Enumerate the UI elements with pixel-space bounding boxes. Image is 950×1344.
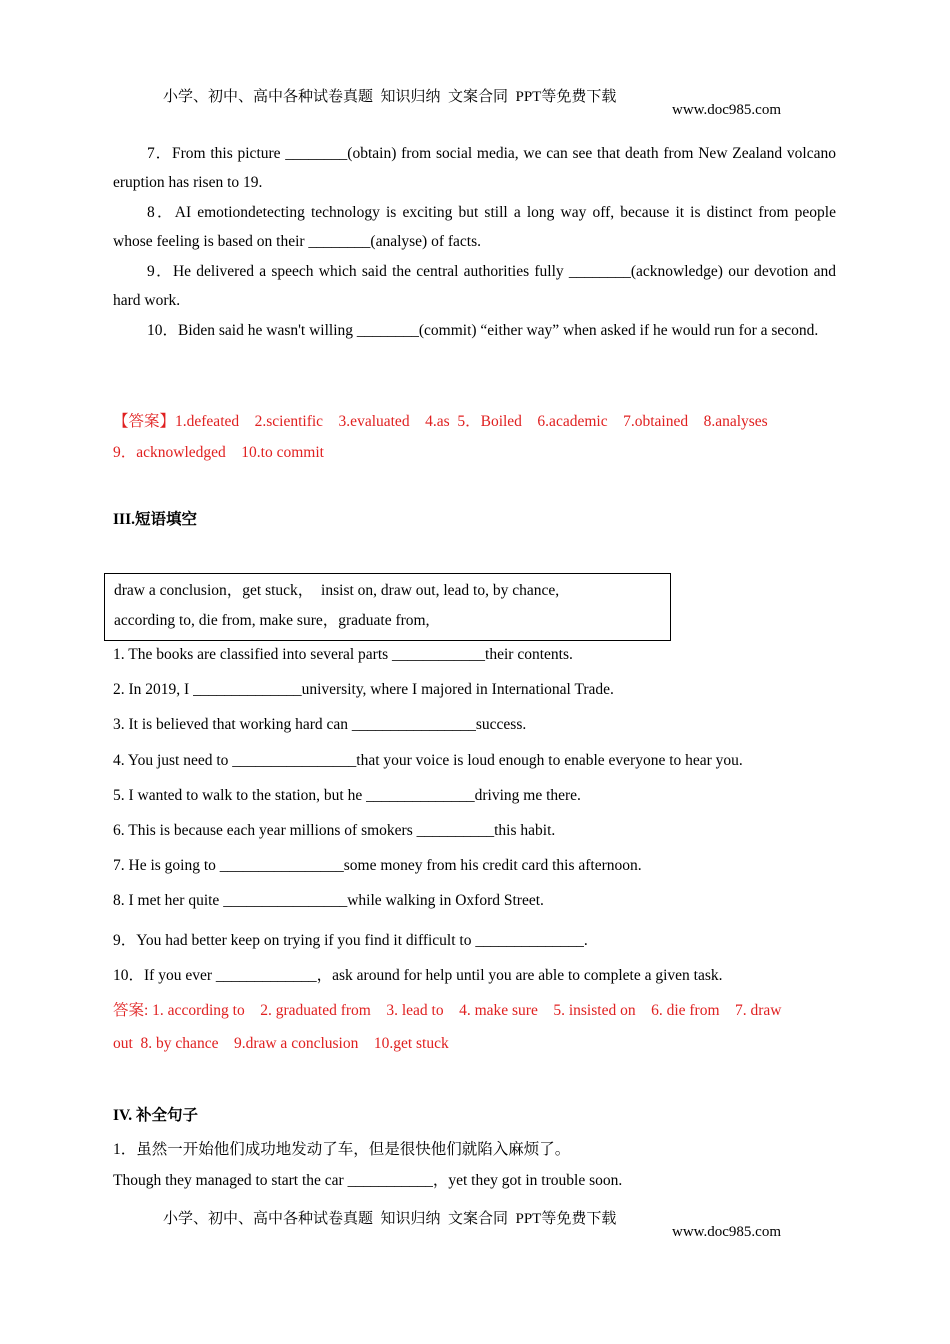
header-url: www.doc985.com	[672, 102, 782, 118]
phrase-question-10: 10．If you ever _____________，ask around for help until you are able to complete a given task.	[113, 967, 723, 984]
answer-label: 【答案】	[113, 413, 176, 430]
phrase-question-1: 1. The books are classified into several parts ____________their contents.	[113, 646, 573, 663]
phrase-box-line-2: according to, die from, make sure，graduate from,	[114, 612, 430, 629]
phrase-question-2: 2. In 2019, I ______________university, where I majored in International Trade.	[113, 681, 614, 698]
question-7: 7．From this picture ________(obtain) from social media, we can see that death from New Zealand volcano eruption has risen to 19.	[113, 145, 836, 191]
question-8: 8．AI emotiondetecting technology is exciting but still a long way off, because it is distinct from people whose feeling is based on their ________(analyse) of facts.	[113, 204, 836, 250]
phrase-question-6: 6. This is because each year millions of smokers __________this habit.	[113, 822, 556, 839]
header-text: 小学、初中、高中各种试卷真题 知识归纳 文案合同 PPT等免费下载	[163, 89, 617, 105]
answer-line-2: 9．acknowledged 10.to commit	[113, 444, 324, 461]
sentence-question-1-en: Though they managed to start the car ___________，yet they got in trouble soon.	[113, 1172, 623, 1189]
phrase-question-4: 4. You just need to ________________that your voice is loud enough to enable everyone to hear you.	[113, 752, 743, 769]
phrase-box	[104, 573, 671, 641]
question-10: 10．Biden said he wasn't willing ________(commit) “either way” when asked if he would run for a second.	[147, 322, 819, 339]
phrase-question-5: 5. I wanted to walk to the station, but he ______________driving me there.	[113, 787, 581, 804]
question-9: 9．He delivered a speech which said the central authorities fully ________(acknowledge) our devotion and hard work.	[113, 263, 836, 309]
phrase-question-9: 9．You had better keep on trying if you find it difficult to ______________.	[113, 932, 588, 949]
footer-text: 小学、初中、高中各种试卷真题 知识归纳 文案合同 PPT等免费下载	[163, 1211, 617, 1227]
sentence-question-1-cn: 1．虽然一开始他们成功地发动了车，但是很快他们就陷入麻烦了。	[113, 1141, 571, 1158]
phrase-box-line-1: draw a conclusion，get stuck， insist on, draw out, lead to, by chance,	[114, 582, 560, 599]
page-footer	[0, 1190, 950, 1241]
footer-url: www.doc985.com	[672, 1224, 782, 1240]
answer-line-1	[113, 409, 768, 431]
phrase-question-3: 3. It is believed that working hard can ________________success.	[113, 716, 527, 733]
phrase-answer-line-2: out 8. by chance 9.draw a conclusion 10.get stuck	[113, 1035, 449, 1052]
phrase-question-8: 8. I met her quite ________________while walking in Oxford Street.	[113, 892, 544, 909]
phrase-question-7: 7. He is going to ________________some money from his credit card this afternoon.	[113, 857, 642, 874]
section-4-title: IV. 补全句子	[113, 1107, 198, 1124]
phrase-answer-line-1: 答案: 1. according to 2. graduated from 3. lead to 4. make sure 5. insisted on 6. die from 7. draw	[113, 1002, 782, 1019]
section-3-title: III.短语填空	[113, 511, 197, 528]
answer-text: 1.defeated 2.scientific 3.evaluated 4.as 5．Boiled 6.academic 7.obtained 8.analyses	[175, 413, 768, 430]
page-header	[0, 68, 950, 119]
